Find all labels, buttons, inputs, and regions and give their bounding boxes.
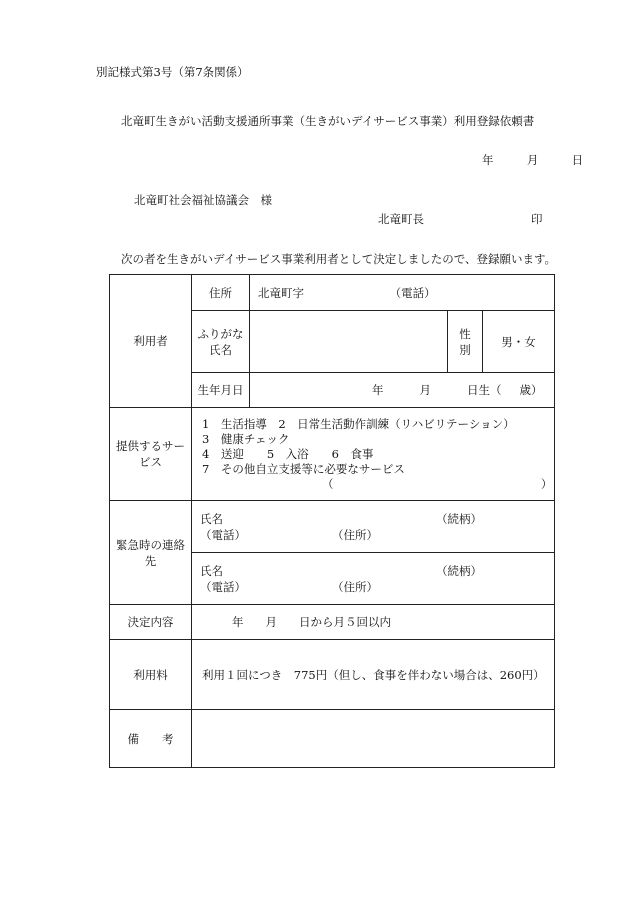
paren-close: ） <box>540 476 553 491</box>
emergency-2-phone-label: （電話） <box>200 579 246 594</box>
emergency-1-phone-label: （電話） <box>200 527 246 542</box>
services-label-line1: 提供するサー <box>116 439 185 453</box>
seal-mark: 印 <box>531 212 543 226</box>
emergency-section-label <box>110 501 192 605</box>
emergency-label-line2: 先 <box>144 553 157 568</box>
emergency-2-relation-label: （続柄） <box>436 563 482 578</box>
birthdate-field[interactable] <box>250 373 555 408</box>
emergency-2-phone-line <box>192 579 554 595</box>
sex-label-line2: 別 <box>459 342 471 357</box>
decision-field[interactable] <box>192 605 555 640</box>
service-line-4: 7 その他自立支援等に必要なサービス <box>202 461 405 476</box>
address-field[interactable] <box>250 275 555 311</box>
date-month: 月 <box>526 153 539 167</box>
row-emergency-1 <box>110 501 555 553</box>
row-fee <box>110 640 555 710</box>
row-services <box>110 408 555 501</box>
emergency-2-address-label: （住所） <box>332 579 378 594</box>
birth-day: 日生（ <box>467 383 502 397</box>
date-line <box>482 152 583 168</box>
emergency-contact-2[interactable] <box>192 553 555 605</box>
paren-open: （ <box>322 476 334 491</box>
services-label-line2: ビス <box>139 455 162 469</box>
service-line-2: 3 健康チェック <box>202 431 290 446</box>
document-title: 北竜町生きがい活動支援通所事業（生きがいデイサービス事業）利用登録依頼書 <box>121 114 535 128</box>
recipient: 北竜町社会福祉協議会 様 <box>134 193 272 207</box>
remarks-label: 備 考 <box>110 710 192 768</box>
birthdate-label: 生年月日 <box>192 373 250 408</box>
name-field[interactable] <box>250 311 448 373</box>
emergency-label-line1: 緊急時の連絡 <box>116 537 185 552</box>
furigana-label: ふりがな <box>197 326 244 341</box>
sex-label <box>448 311 483 373</box>
intro-text: 次の者を生きがいデイサービス事業利用者として決定しましたので、登録願います。 <box>121 252 557 266</box>
sex-label-line1: 性 <box>459 326 471 341</box>
user-section-label: 利用者 <box>110 275 192 408</box>
address-phone-label: （電話） <box>389 285 436 300</box>
decision-rest: 日から月５回以内 <box>299 615 391 629</box>
service-line-1: 1 生活指導 2 日常生活動作訓練（リハビリテーション） <box>202 416 515 431</box>
row-decision <box>110 605 555 640</box>
sex-value[interactable]: 男・女 <box>483 311 555 373</box>
emergency-1-name-line <box>192 511 554 527</box>
emergency-1-relation-label: （続柄） <box>436 511 482 526</box>
address-value: 北竜町字 <box>258 285 304 300</box>
date-day: 日 <box>571 153 584 167</box>
decision-year: 年 <box>232 615 244 629</box>
row-remarks <box>110 710 555 768</box>
emergency-2-name-line <box>192 563 554 579</box>
issuer: 北竜町長 <box>378 212 424 226</box>
emergency-2-name-label: 氏名 <box>200 563 223 578</box>
birth-year: 年 <box>372 383 384 397</box>
date-year: 年 <box>482 153 494 167</box>
emergency-1-phone-line <box>192 527 554 543</box>
emergency-1-address-label: （住所） <box>332 527 378 542</box>
remarks-field[interactable] <box>192 710 555 768</box>
row-address <box>110 275 555 311</box>
service-other-parens <box>192 477 554 492</box>
birth-month: 月 <box>419 383 431 397</box>
services-field[interactable] <box>192 408 555 501</box>
decision-month: 月 <box>265 615 277 629</box>
registration-table <box>109 274 555 768</box>
decision-label: 決定内容 <box>110 605 192 640</box>
emergency-1-name-label: 氏名 <box>200 511 223 526</box>
service-line-3: 4 送迎 5 入浴 6 食事 <box>202 446 374 461</box>
birth-age: 歳） <box>519 383 543 397</box>
address-label: 住所 <box>192 275 250 311</box>
services-section-label <box>110 408 192 501</box>
full-name-label: 氏名 <box>209 342 232 357</box>
emergency-contact-1[interactable] <box>192 501 555 553</box>
fee-label: 利用料 <box>110 640 192 710</box>
fee-value: 利用１回につき 775円（但し、食事を伴わない場合は、260円） <box>192 640 555 710</box>
form-number-label: 別記様式第3号（第7条関係） <box>96 65 249 79</box>
name-label <box>192 311 250 373</box>
